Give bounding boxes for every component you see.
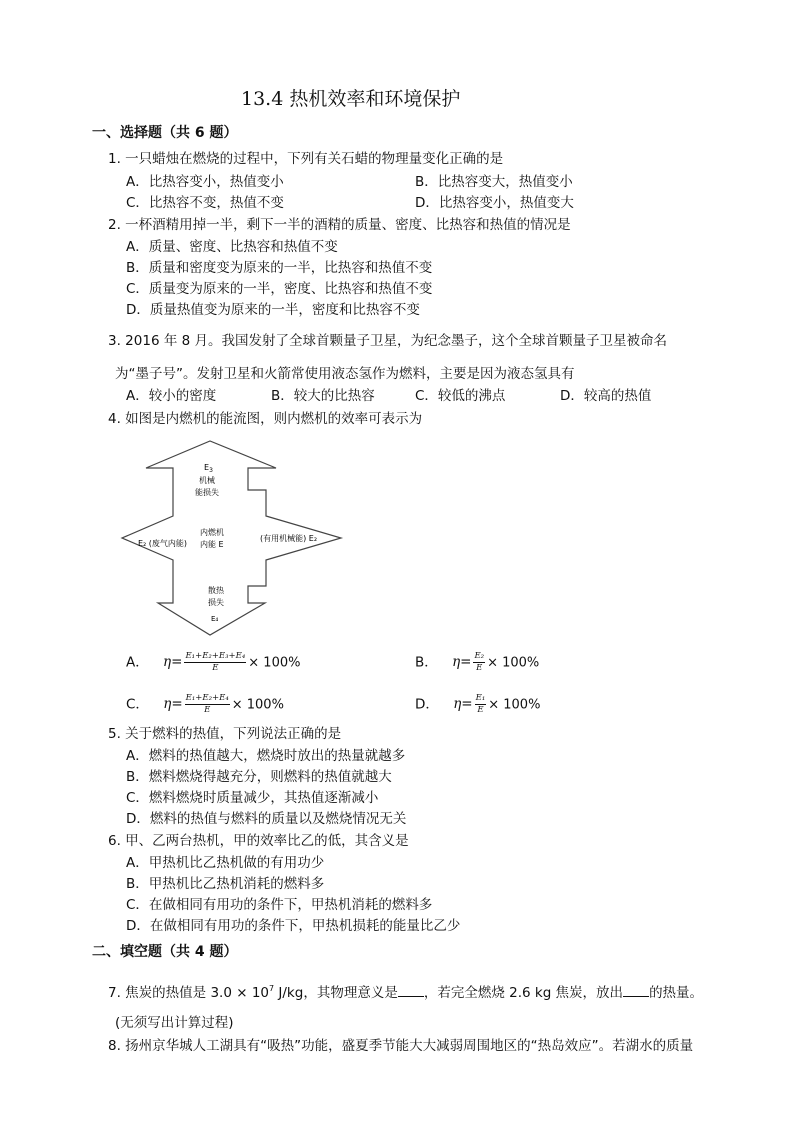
- top-label-line2: 能损失: [195, 488, 219, 497]
- fraction: [184, 652, 246, 673]
- option-b: B．质量和密度变为原来的一半，比热容和热值不变: [126, 260, 433, 276]
- option-d: D．燃料的热值与燃料的质量以及燃烧情况无关: [126, 811, 407, 827]
- stem-part4: 的热量。: [649, 985, 704, 1001]
- question-stem: 6. 甲、乙两台热机，甲的效率比乙的低，其含义是: [108, 833, 409, 849]
- energy-flow-diagram: [118, 438, 358, 638]
- percent-factor: × 100%: [488, 697, 541, 713]
- question-stem: 1. 一只蜡烛在燃烧的过程中，下列有关石蜡的物理量变化正确的是: [108, 151, 504, 167]
- center-label-line2: 内能 E: [200, 540, 224, 549]
- question-stem-line1: 3. 2016 年 8 月。我国发射了全球首颗量子卫星，为纪念墨子，这个全球首颗量子卫星被命名: [108, 333, 667, 349]
- numerator: E₁+E₂+E₄: [185, 693, 229, 703]
- percent-factor: × 100%: [487, 655, 540, 671]
- section-heading-fill: 二、填空题（共 4 题）: [92, 944, 238, 960]
- numerator: E₁+E₂+E₃+E₄: [185, 651, 246, 661]
- option-d: D．比热容变小，热值变大: [415, 195, 574, 211]
- option-b: B．甲热机比乙热机消耗的燃料多: [126, 876, 325, 892]
- denominator: E: [476, 662, 483, 673]
- option-b: B．比热容变大，热值变小: [415, 174, 573, 190]
- question-note: (无须写出计算过程): [115, 1015, 234, 1031]
- option-c: C．质量变为原来的一半，密度、比热容和热值不变: [126, 281, 433, 297]
- answer-blank-1[interactable]: [398, 984, 424, 997]
- stem-part1: 7. 焦炭的热值是 3.0 × 10: [108, 985, 270, 1001]
- denominator: E: [212, 662, 219, 673]
- percent-factor: × 100%: [248, 655, 301, 671]
- answer-blank-2[interactable]: [623, 984, 649, 997]
- question-8-stem: 8. 扬州京华城人工湖具有“吸热”功能，盛夏季节能大大减弱周围地区的“热岛效应”。若湖水的质量: [108, 1038, 694, 1054]
- numerator: E₂: [474, 651, 485, 661]
- option-letter: C．: [126, 696, 149, 713]
- percent-factor: × 100%: [231, 697, 284, 713]
- option-c: C．较低的沸点: [415, 388, 506, 404]
- option-a: A．质量、密度、比热容和热值不变: [126, 239, 338, 255]
- option-d: D．在做相同有用功的条件下，甲热机损耗的能量比乙少: [126, 918, 461, 934]
- formula-option-b: [415, 652, 539, 673]
- left-arrow-label: E₂ (废气内能): [138, 539, 188, 548]
- numerator: E₁: [475, 693, 486, 703]
- question-stem: [108, 984, 703, 1001]
- denominator: E: [477, 704, 484, 715]
- stem-part2: J/kg，其物理意义是: [274, 985, 398, 1001]
- formula-option-a: [126, 652, 300, 673]
- option-a: A．燃料的热值越大，燃烧时放出的热量就越多: [126, 748, 406, 764]
- exponent: 7: [269, 984, 275, 993]
- eta-symbol: η=: [452, 654, 472, 671]
- question-stem: 5. 关于燃料的热值，下列说法正确的是: [108, 726, 342, 742]
- option-letter: B．: [415, 654, 438, 671]
- eta-symbol: η=: [453, 696, 473, 713]
- section-heading-choice: 一、选择题（共 6 题）: [92, 125, 238, 141]
- eta-symbol: η=: [163, 654, 183, 671]
- fraction: [475, 694, 487, 715]
- question-stem: 2. 一杯酒精用掉一半，剩下一半的酒精的质量、密度、比热容和热值的情况是: [108, 217, 571, 233]
- option-letter: D．: [415, 696, 439, 713]
- bottom-energy-label: E₄: [211, 615, 219, 623]
- stem-part3: ，若完全燃烧 2.6 kg 焦炭，放出: [423, 985, 624, 1001]
- right-arrow-label: (有用机械能) E₂: [260, 534, 318, 543]
- bottom-label-line2: 损失: [208, 598, 224, 607]
- option-d: D．较高的热值: [560, 388, 652, 404]
- option-c: C．在做相同有用功的条件下，甲热机消耗的燃料多: [126, 897, 433, 913]
- fraction: [185, 694, 230, 715]
- option-c: C．燃料燃烧时质量减少，其热值逐渐减小: [126, 790, 379, 806]
- option-b: B．燃料燃烧得越充分，则燃料的热值就越大: [126, 769, 392, 785]
- formula-option-d: [415, 694, 540, 715]
- center-label-line1: 内燃机: [200, 528, 224, 537]
- bottom-label-line1: 散热: [208, 586, 224, 595]
- page-title: 13.4 热机效率和环境保护: [241, 88, 461, 110]
- option-a: A．甲热机比乙热机做的有用功少: [126, 855, 325, 871]
- top-energy-label: $E_3$: [204, 463, 213, 474]
- option-a: A．比热容变小，热值变小: [126, 174, 284, 190]
- top-label-line1: 机械: [199, 476, 215, 485]
- option-a: A．较小的密度: [126, 388, 217, 404]
- eta-symbol: η=: [163, 696, 183, 713]
- option-letter: A．: [126, 654, 149, 671]
- formula-option-c: [126, 694, 284, 715]
- option-d: D．质量热值变为原来的一半，密度和比热容不变: [126, 302, 420, 318]
- fraction: [473, 652, 485, 673]
- denominator: E: [204, 704, 211, 715]
- option-c: C．比热容不变，热值不变: [126, 195, 284, 211]
- question-stem-line2: 为“墨子号”。发射卫星和火箭常使用液态氢作为燃料，主要是因为液态氢具有: [115, 366, 575, 382]
- question-stem: 4. 如图是内燃机的能流图，则内燃机的效率可表示为: [108, 411, 423, 427]
- option-b: B．较大的比热容: [271, 388, 375, 404]
